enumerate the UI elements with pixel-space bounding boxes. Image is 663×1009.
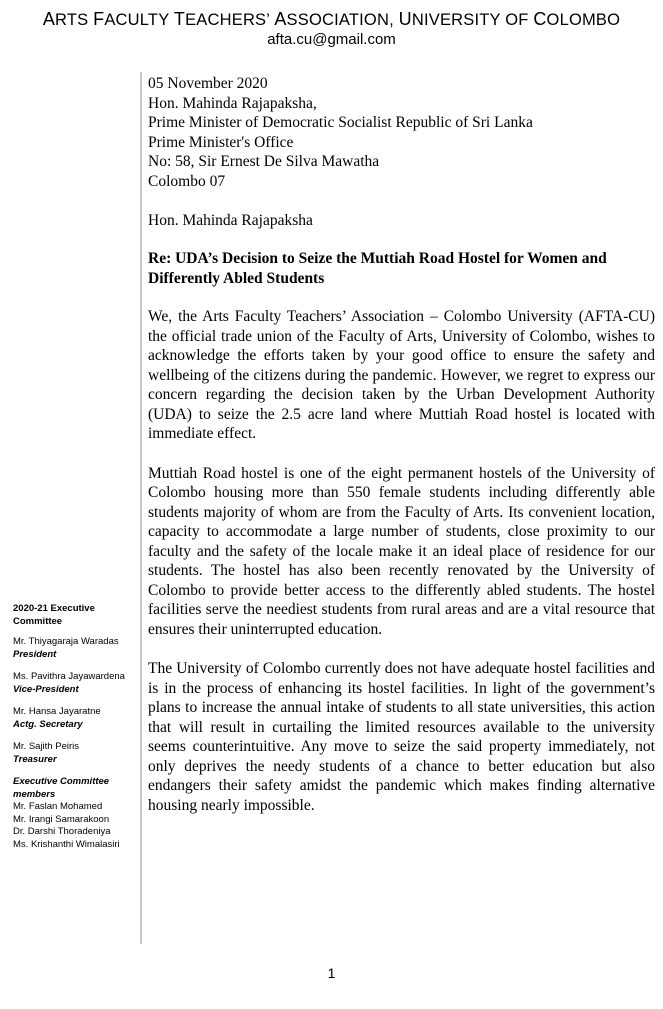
org-name-part: OLOMBO — [546, 11, 621, 29]
officer-entry — [13, 706, 138, 731]
org-name-part: EACHERS’ — [185, 11, 275, 29]
sidebar-title: 2020-21 Executive Committee — [13, 603, 95, 627]
address-line: Prime Minister's Office — [148, 133, 294, 151]
organization-email: afta.cu@gmail.com — [267, 31, 396, 48]
org-name-part: ACULTY — [104, 11, 174, 29]
officer-role: Treasurer — [13, 753, 57, 765]
organization-name — [0, 9, 663, 30]
officer-role: Vice-President — [13, 683, 79, 695]
org-name-part: A — [274, 9, 287, 29]
exec-member-name: Dr. Darshi Thoradeniya — [13, 826, 111, 837]
officer-entry — [13, 741, 138, 766]
officer-entry — [13, 671, 138, 696]
address-line: Hon. Mahinda Rajapaksha, — [148, 94, 317, 112]
officer-name: Ms. Pavithra Jayawardena — [13, 671, 125, 682]
exec-member-list — [13, 801, 138, 851]
org-name-part: T — [173, 9, 186, 29]
letter-date: 05 November 2020 — [148, 75, 268, 92]
officer-role: President — [13, 648, 57, 660]
org-name-part: C — [533, 9, 547, 29]
address-line: Prime Minister of Democratic Socialist Republic of Sri Lanka — [148, 114, 533, 131]
exec-member-name: Mr. Faslan Mohamed — [13, 801, 103, 812]
officer-name: Mr. Thiyagaraja Waradas — [13, 636, 119, 647]
officer-name: Mr. Sajith Peiris — [13, 741, 79, 752]
officer-entry — [13, 636, 138, 661]
officer-role: Actg. Secretary — [13, 718, 83, 730]
body-paragraph: Muttiah Road hostel is one of the eight permanent hostels of the University of Colombo housing more than 550 female students including differently able students majority of whom are from the Faculty of Arts. Its convenient location, capacity to accommodate a large number of students, close proximity to our faculty and the safety of the locale make it an ideal place of residence for our students. The hostel has also been recently renovated by the University of Colombo to provide better access to the differently abled students. The hostel facilities serve the neediest students from rural areas and are a vital resource that ensures their uninterrupted education. — [148, 464, 655, 638]
margin-divider-line — [140, 72, 142, 944]
exec-member-name: Mr. Irangi Samarakoon — [13, 813, 110, 825]
letter-body — [148, 74, 655, 815]
org-name-part: SSOCIATION, — [286, 11, 399, 29]
letter-paragraphs — [148, 307, 655, 815]
executive-committee-sidebar — [13, 603, 138, 851]
subject-line: Re: UDA’s Decision to Seize the Muttiah Road Hostel for Women and Differently Abled Students — [148, 250, 607, 287]
officer-name: Mr. Hansa Jayaratne — [13, 706, 101, 717]
org-name-part: NIVERSITY OF — [411, 11, 534, 29]
org-name-part: RTS — [55, 11, 94, 29]
org-name-part: A — [42, 9, 56, 29]
org-name-part: F — [93, 9, 105, 29]
exec-member-name: Ms. Krishanthi Wimalasiri — [13, 838, 120, 850]
page-number: 1 — [327, 965, 336, 981]
recipient-address — [148, 94, 655, 192]
body-paragraph: We, the Arts Faculty Teachers’ Association – Colombo University (AFTA-CU) the official trade union of the Faculty of Arts, University of Colombo, wishes to acknowledge the efforts taken by your good office to ensure the safety and wellbeing of the citizens during the pandemic. However, we regret to express our concern regarding the decision taken by the Urban Development Authority (UDA) to seize the 2.5 acre land where Muttiah Road hostel is located with immediate effect. — [148, 308, 655, 442]
address-line: Colombo 07 — [148, 172, 226, 190]
address-line: No: 58, Sir Ernest De Silva Mawatha — [148, 153, 380, 170]
exec-members-title: Executive Committee members — [13, 776, 110, 800]
org-name-part: U — [398, 9, 412, 29]
body-paragraph: The University of Colombo currently does not have adequate hostel facilities and is in the process of enhancing its hostel facilities. In light of the government’s plans to increase the annual intake of students to all state universities, this action that will result in curtailing the limited resources available to the university seems counterintuitive. Any move to seize the said property immediately, not only deprives the needy students of a chance to better education but also endangers their safety amidst the pandemic which makes finding alternative housing nearly impossible. — [148, 660, 655, 814]
salutation: Hon. Mahinda Rajapaksha — [148, 211, 313, 229]
officer-list — [13, 636, 138, 766]
